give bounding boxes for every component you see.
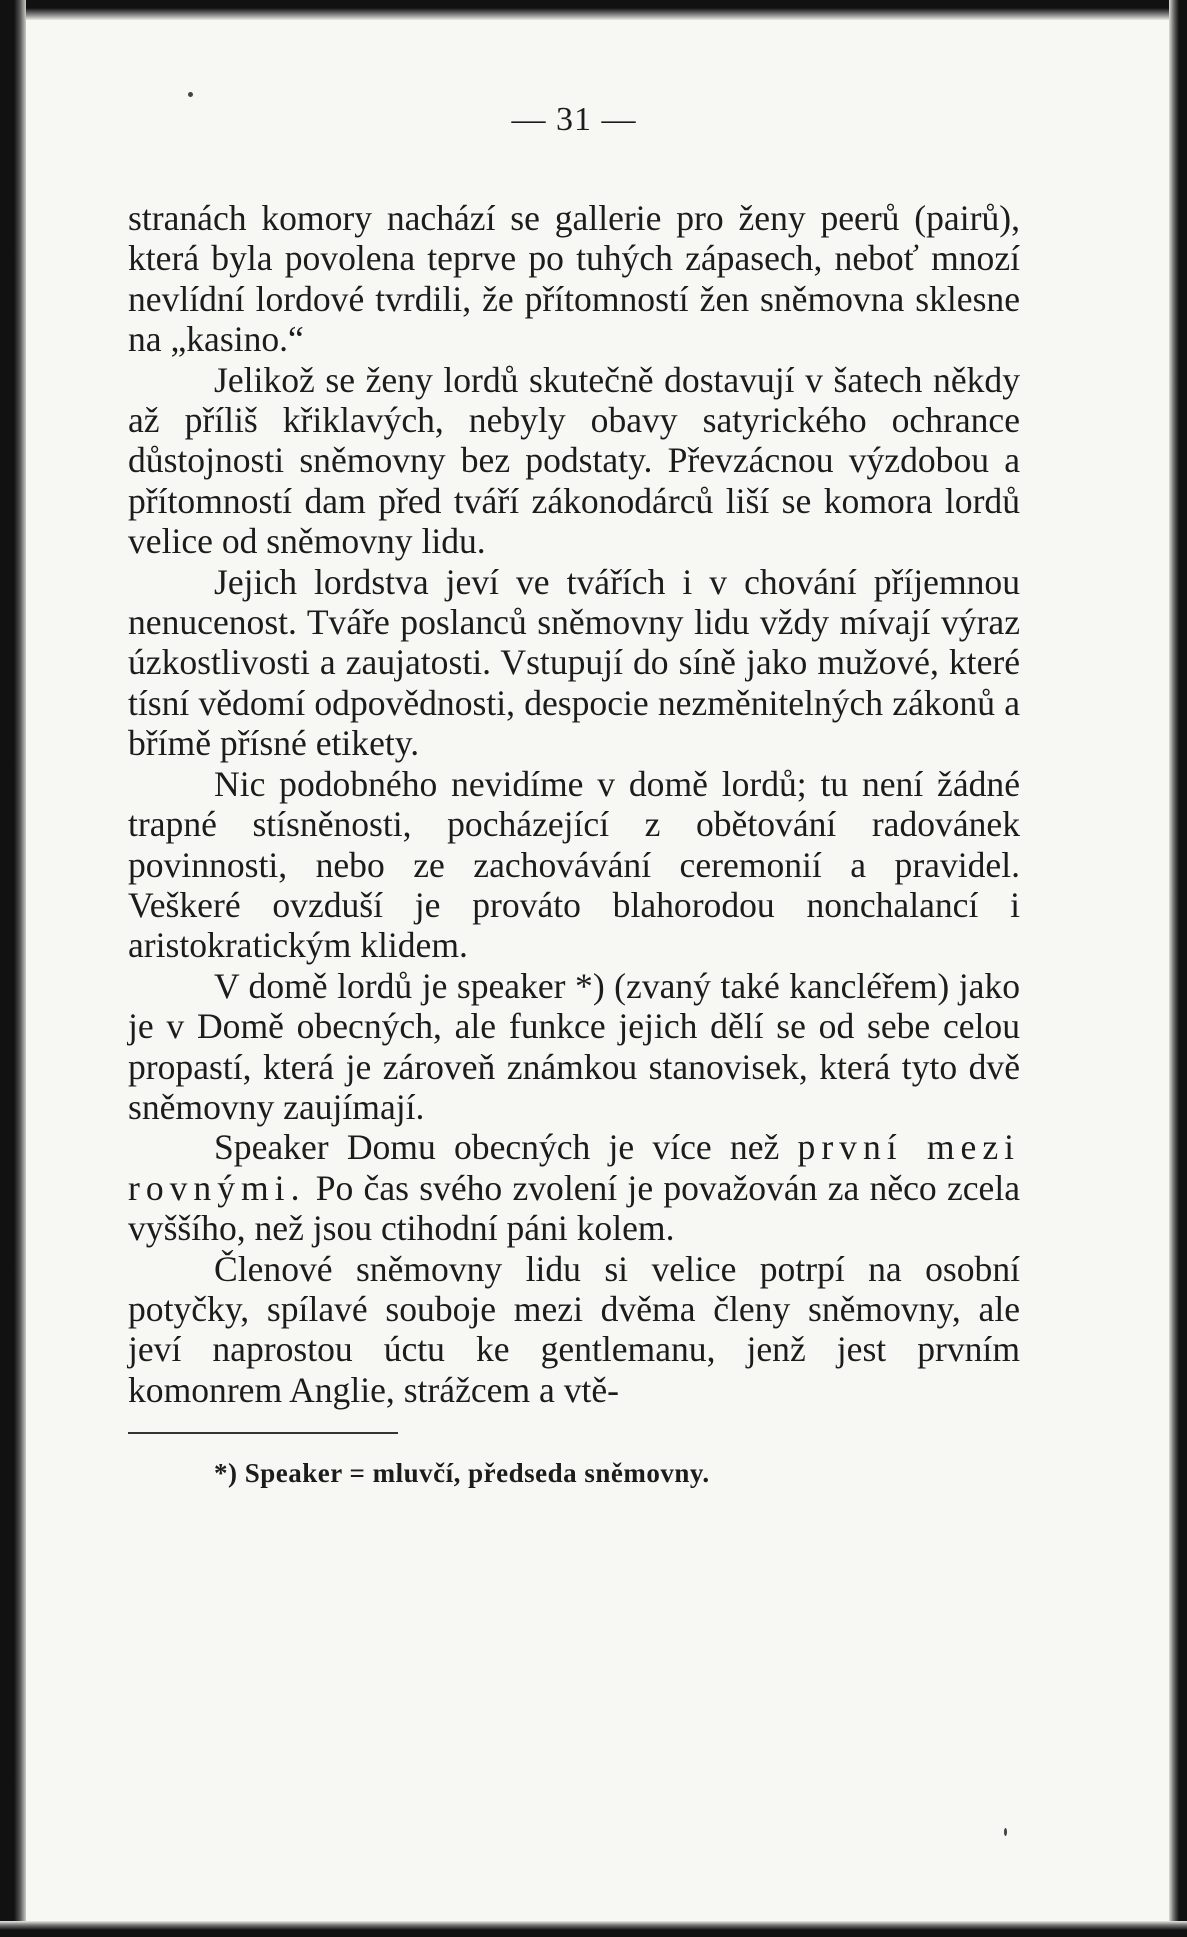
scan-border-right xyxy=(1169,0,1187,1937)
paragraph-6-start: Speaker Domu obecných je více než xyxy=(214,1127,798,1168)
paragraph-4: Nic podobného nevidíme v domě lordů; tu není žádné trapné stísněnosti, pocházející z obětování radovánek povinnosti, nebo ze zachovávání ceremonií a pravidel. Veškeré ovzduší je prováto blahorodou nonchalancí i aristokratickým klidem. xyxy=(128,763,1020,966)
body-text xyxy=(128,198,1020,1410)
scan-border-bottom xyxy=(0,1921,1187,1937)
paragraph-2: Jelikož se ženy lordů skutečně dostavují v šatech někdy až příliš křiklavých, nebyly obavy satyrického ochrance důstojnosti sněmovny bez podstaty. Převzácnou výzdobou a přítomností dam před tváří zákonodárců liší se komora lordů velice od sněmovny lidu. xyxy=(128,359,1020,562)
scan-speck xyxy=(1004,1828,1007,1836)
paragraph-7: Členové sněmovny lidu si velice potrpí na osobní potyčky, spílavé souboje mezi dvěma členy sněmovny, ale jeví naprostou úctu ke gentlemanu, jenž jest prvním komonrem Anglie, strážcem a vtě- xyxy=(128,1248,1020,1410)
page-number: — 31 — xyxy=(511,101,637,138)
scan-speck xyxy=(188,92,193,97)
footnote-divider xyxy=(128,1432,398,1434)
paragraph-6-end: Po čas svého zvolení je považován za něco zcela vyššího, než jsou ctihodní páni kolem. xyxy=(128,1167,1020,1249)
scan-border-top xyxy=(0,0,1187,20)
scan-border-left xyxy=(0,0,26,1937)
paragraph-3: Jejich lordstva jeví ve tvářích i v chování příjemnou nenucenost. Tváře poslanců sněmovny lidu vždy mívají výraz úzkostlivosti a zaujatosti. Vstupují do síně jako mužové, které tísní vědomí odpovědnosti, despocie nezměnitelných zákonů a břímě přísné etikety. xyxy=(128,561,1020,764)
footnote: *) Speaker = mluvčí, předseda sněmovny. xyxy=(214,1458,710,1489)
paragraph-1: stranách komory nachází se gallerie pro ženy peerů (pairů), která byla povolena teprve po tuhých zápasech, neboť mnozí nevlídní lordové tvrdili, že přítomností žen sněmovna sklesne na „kasino.“ xyxy=(128,198,1020,360)
emphasized-phrase: první mezi rovnými. xyxy=(128,1127,1020,1208)
page-content xyxy=(128,100,1020,1490)
paragraph-5: V domě lordů je speaker *) (zvaný také kancléřem) jako je v Domě obecných, ale funkce jejich dělí se od sebe celou propastí, která je zároveň známkou stanovisek, která tyto dvě sněmovny zaujímají. xyxy=(128,965,1020,1127)
paragraph-6 xyxy=(128,1127,1020,1248)
